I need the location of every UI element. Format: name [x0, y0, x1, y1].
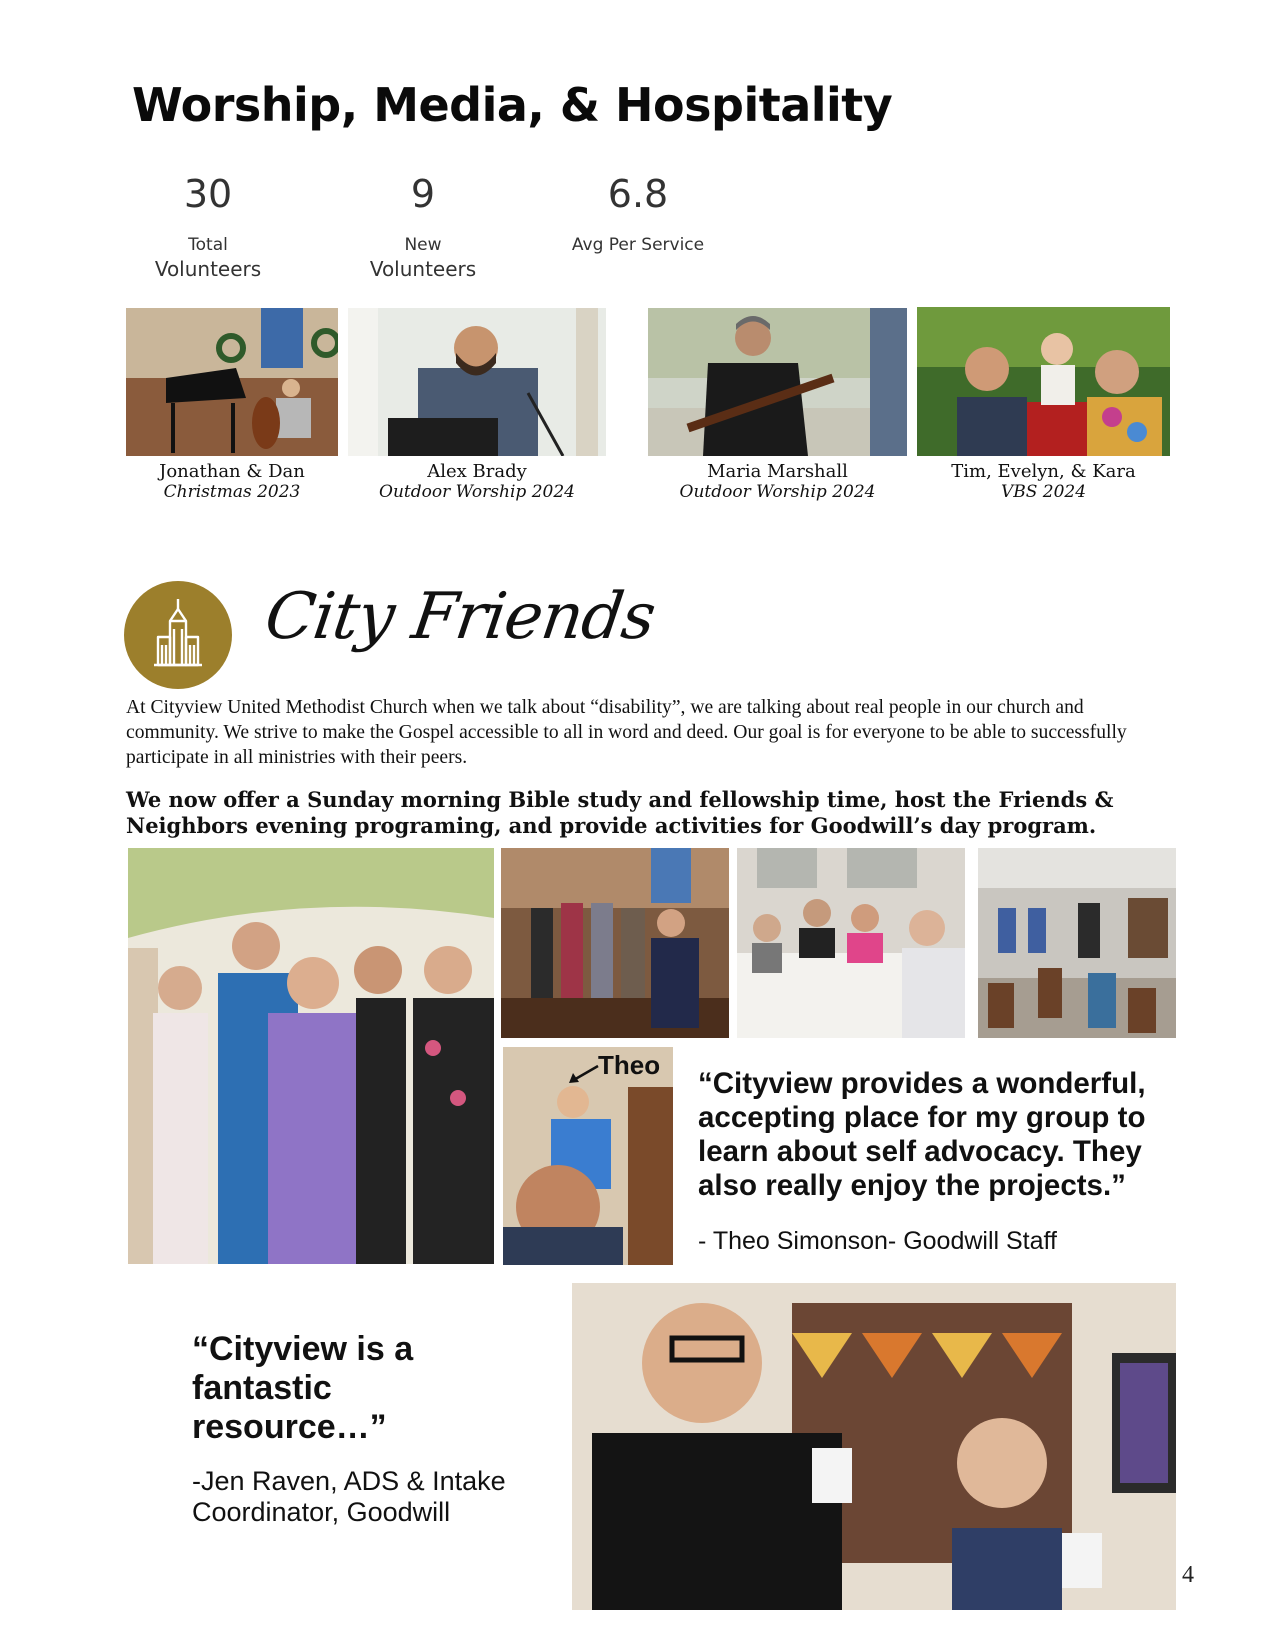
stat-value: 6.8	[607, 172, 669, 216]
caption-event: Outdoor Worship 2024	[679, 482, 876, 502]
page-number: 4	[1182, 1562, 1194, 1588]
caption-name: Alex Brady	[427, 461, 527, 482]
stat-new-volunteers	[323, 168, 523, 282]
caption-tim-evelyn-kara	[917, 462, 1170, 502]
photo-jonathan-dan	[126, 308, 338, 456]
caption-name: Maria Marshall	[707, 461, 848, 482]
caption-name: Jonathan & Dan	[159, 461, 305, 482]
caption-maria-marshall	[648, 462, 907, 502]
church-building-icon	[124, 581, 232, 689]
photo-table-group	[737, 848, 965, 1038]
caption-event: VBS 2024	[1000, 482, 1087, 502]
arrow-icon	[566, 1063, 600, 1085]
photo-maria-marshall	[648, 308, 907, 456]
caption-name: Tim, Evelyn, & Kara	[951, 461, 1136, 482]
caption-event: Christmas 2023	[163, 482, 301, 502]
theo-label: Theo	[598, 1050, 661, 1080]
photo-polaroid-pair	[572, 1283, 1176, 1610]
quote-jen: “Cityview is a fantastic resource…”	[192, 1330, 414, 1446]
section-title: Worship, Media, & Hospitality	[132, 78, 893, 132]
photo-drum-circle	[978, 848, 1176, 1038]
stat-label: Avg Per Service	[571, 235, 705, 255]
photo-choir-signing	[501, 848, 729, 1038]
caption-jonathan-dan	[126, 462, 338, 502]
caption-event: Outdoor Worship 2024	[379, 482, 575, 502]
intro-paragraph: At Cityview United Methodist Church when we talk about “disability”, we are talking about real people in our church and community. We strive to make the Gospel accessible to all in word and deed. Our goal is for everyone to be able to successfully participate in all ministries with their peers.	[126, 697, 1127, 768]
photo-tim-evelyn-kara	[917, 307, 1170, 456]
quote-theo: “Cityview provides a wonderful, accepting place for my group to learn about self advocacy. They also really enjoy the projects.”	[698, 1067, 1146, 1202]
caption-alex-brady	[348, 462, 606, 502]
photo-group-five	[128, 848, 494, 1264]
stat-label: Total	[188, 235, 228, 255]
stat-label: Volunteers	[369, 257, 477, 281]
city-friends-logo	[124, 581, 232, 689]
quote-jen-attribution: -Jen Raven, ADS & Intake Coordinator, Goodwill	[192, 1466, 506, 1527]
offer-paragraph: We now offer a Sunday morning Bible study and fellowship time, host the Friends & Neighbors evening programing, and provide activities for Goodwill’s day program.	[126, 787, 1114, 838]
city-friends-title: City Friends	[260, 580, 660, 654]
stat-avg-per-service	[538, 168, 738, 256]
stat-label: New	[404, 235, 442, 255]
photo-alex-brady	[348, 308, 606, 456]
stat-value: 30	[183, 172, 233, 216]
quote-theo-attribution: - Theo Simonson- Goodwill Staff	[698, 1227, 1057, 1255]
stat-value: 9	[410, 172, 436, 216]
stat-total-volunteers	[108, 168, 308, 282]
stat-label: Volunteers	[154, 257, 262, 281]
